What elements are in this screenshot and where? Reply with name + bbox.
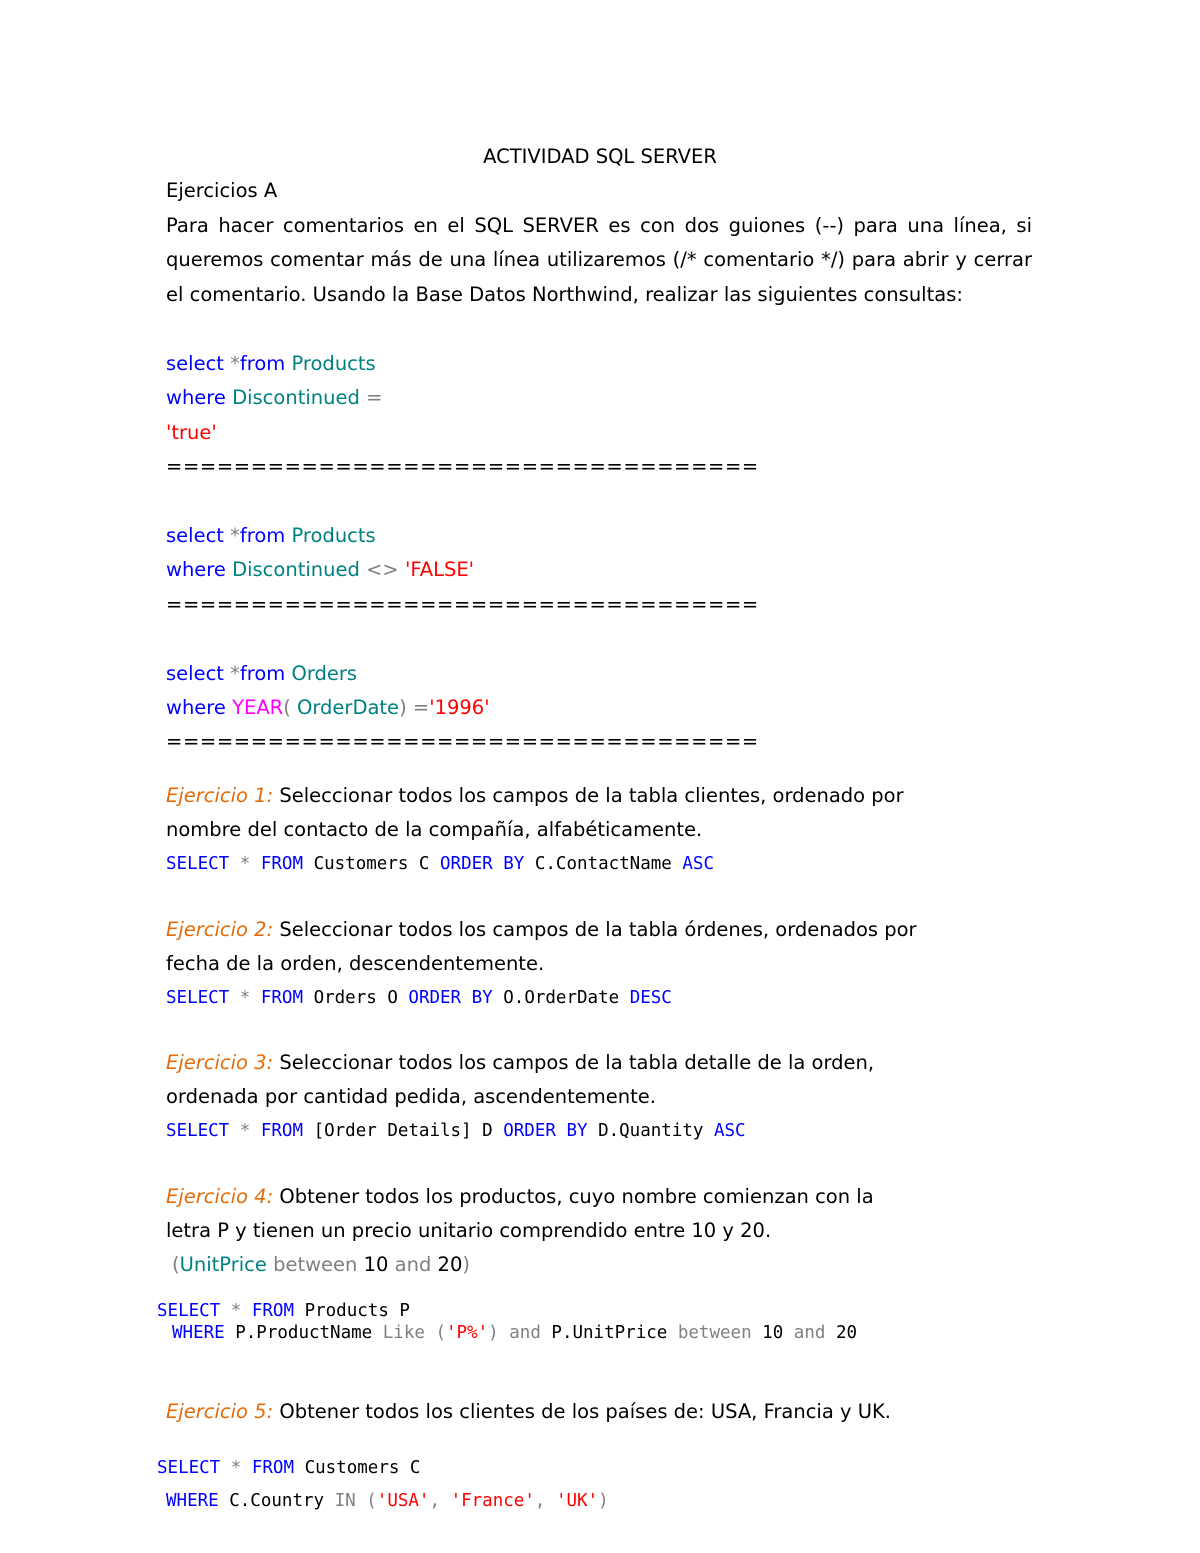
sql-operator: * — [230, 524, 240, 547]
sql-operator: ( — [435, 1323, 446, 1343]
sql-keyword: ASC — [713, 1121, 746, 1141]
exercise-label: Ejercicio 5: — [166, 1400, 274, 1423]
sql-keyword: from — [239, 352, 286, 375]
sql-table: [Order Details] D — [313, 1121, 493, 1141]
separator-2: =================================== — [166, 593, 759, 616]
sql-keyword: FROM — [260, 854, 304, 874]
sql-operator: between — [677, 1323, 752, 1343]
exercise1-statement — [166, 784, 904, 808]
exercise-text: Obtener todos los clientes de los países de: USA, Francia y UK. — [273, 1400, 891, 1423]
sql-keyword: WHERE — [172, 1323, 225, 1343]
sql-keyword: select — [166, 662, 224, 685]
exercise2-sql — [166, 986, 672, 1010]
sql-string: 'UK' — [555, 1491, 599, 1511]
sql-number: 10 — [762, 1323, 784, 1343]
sql-operator: IN — [334, 1491, 356, 1511]
intro-line-3: el comentario. Usando la Base Datos Northwind, realizar las siguientes consultas: — [166, 283, 963, 306]
sql-operator: = — [366, 386, 383, 409]
sql-keyword: ORDER BY — [408, 988, 493, 1008]
sql-keyword: select — [166, 524, 224, 547]
exercise2-statement-2: fecha de la orden, descendentemente. — [166, 952, 545, 975]
query3-line2 — [166, 696, 490, 720]
sql-keyword: ASC — [682, 854, 714, 874]
sql-keyword: FROM — [260, 988, 304, 1008]
sql-table: Products — [291, 524, 376, 547]
sql-operator: ) — [598, 1491, 609, 1511]
sql-keyword: FROM — [260, 1121, 304, 1141]
sql-table: Products — [291, 352, 376, 375]
exercise1-statement-2: nombre del contacto de la compañía, alfabéticamente. — [166, 818, 703, 841]
exercise-text: Seleccionar todos los campos de la tabla detalle de la orden, — [273, 1051, 875, 1074]
exercise4-statement-2: letra P y tienen un precio unitario comprendido entre 10 y 20. — [166, 1219, 772, 1242]
sql-keyword: ORDER BY — [440, 854, 525, 874]
sql-operator: ) — [488, 1323, 499, 1343]
sql-column: P.UnitPrice — [551, 1323, 668, 1343]
sql-keyword: SELECT — [166, 854, 230, 874]
separator-1: =================================== — [166, 455, 759, 478]
sql-string: 'P%' — [446, 1323, 489, 1343]
sql-column: D.Quantity — [598, 1121, 704, 1141]
sql-operator: ( — [172, 1253, 180, 1276]
sql-column: C.ContactName — [534, 854, 672, 874]
sql-keyword: SELECT — [166, 1121, 230, 1141]
sql-string: 'FALSE' — [404, 558, 475, 581]
sql-table: Customers C — [313, 854, 430, 874]
exercise4-hint — [172, 1253, 470, 1277]
exercise-label: Ejercicio 4: — [166, 1185, 274, 1208]
query3-line1 — [166, 662, 357, 686]
sql-keyword: ORDER BY — [503, 1121, 588, 1141]
sql-operator: ) — [462, 1253, 470, 1276]
sql-keyword: select — [166, 352, 224, 375]
exercise5-sql-line1 — [157, 1456, 420, 1480]
sql-keyword: SELECT — [157, 1458, 221, 1478]
sql-keyword: SELECT — [157, 1301, 221, 1321]
sql-string: 'USA' — [376, 1491, 430, 1511]
sql-column: OrderDate — [297, 696, 400, 719]
exercise-label: Ejercicio 2: — [166, 918, 274, 941]
sql-keyword: from — [239, 662, 286, 685]
sql-operator: ( — [283, 696, 291, 719]
sql-table: Orders — [291, 662, 358, 685]
sql-table: Customers C — [304, 1458, 421, 1478]
sql-operator: * — [239, 1121, 251, 1141]
exercise5-sql-line2 — [166, 1489, 609, 1513]
sql-operator: and — [793, 1323, 826, 1343]
sql-operator: , — [429, 1491, 441, 1511]
sql-string: 'true' — [166, 421, 217, 444]
query2-line2 — [166, 558, 474, 582]
sql-operator: * — [239, 854, 251, 874]
sql-operator: and — [509, 1323, 541, 1343]
separator-3: =================================== — [166, 730, 759, 753]
sql-keyword: where — [166, 386, 226, 409]
sql-column: Discontinued — [232, 558, 360, 581]
sql-string: '1996' — [429, 696, 490, 719]
sql-keyword: FROM — [251, 1458, 295, 1478]
sql-operator: ) — [399, 696, 407, 719]
query2-line1 — [166, 524, 376, 548]
sql-operator: * — [230, 1458, 242, 1478]
sql-number: 20 — [437, 1253, 463, 1276]
sql-column: Discontinued — [232, 386, 360, 409]
exercise3-statement-2: ordenada por cantidad pedida, ascendentemente. — [166, 1085, 656, 1108]
sql-keyword: DESC — [629, 988, 672, 1008]
sql-operator: Like — [382, 1323, 425, 1343]
sql-operator: ( — [366, 1491, 377, 1511]
sql-column: P.ProductName — [235, 1323, 373, 1343]
sql-operator: between — [273, 1253, 358, 1276]
sql-column: O.OrderDate — [503, 988, 620, 1008]
intro-line-2: queremos comentar más de una línea utilizaremos (/* comentario */) para abrir y cerrar — [166, 248, 1032, 271]
query1-line3 — [166, 421, 217, 445]
sql-string: 'France' — [450, 1491, 535, 1511]
sql-operator: * — [230, 662, 240, 685]
exercise2-statement — [166, 918, 917, 942]
exercise-text: Seleccionar todos los campos de la tabla órdenes, ordenados por — [273, 918, 917, 941]
sql-operator: * — [230, 1301, 242, 1321]
sql-keyword: FROM — [251, 1301, 295, 1321]
sql-number: 20 — [835, 1323, 858, 1343]
intro-line-1: Para hacer comentarios en el SQL SERVER es con dos guiones (--) para una línea, si — [166, 214, 1032, 237]
query1-line1 — [166, 352, 376, 376]
sql-keyword: where — [166, 696, 226, 719]
sql-column: C.Country — [229, 1491, 325, 1511]
exercise-text: Obtener todos los productos, cuyo nombre comienzan con la — [273, 1185, 874, 1208]
sql-number: 10 — [363, 1253, 389, 1276]
sql-operator: * — [230, 352, 240, 375]
sql-table: Products P — [304, 1301, 410, 1321]
query1-line2 — [166, 386, 382, 410]
exercise-label: Ejercicio 3: — [166, 1051, 274, 1074]
exercise-label: Ejercicio 1: — [166, 784, 274, 807]
exercise4-sql-line1 — [157, 1299, 410, 1323]
sql-keyword: where — [166, 558, 226, 581]
sql-column: UnitPrice — [179, 1253, 267, 1276]
exercise3-sql — [166, 1119, 746, 1143]
sql-keyword: WHERE — [166, 1491, 219, 1511]
exercise4-statement — [166, 1185, 874, 1209]
exercise1-sql — [166, 852, 714, 876]
exercise-text: Seleccionar todos los campos de la tabla clientes, ordenado por — [273, 784, 904, 807]
sql-operator: * — [239, 988, 251, 1008]
sql-keyword: SELECT — [166, 988, 230, 1008]
sql-operator: <> — [366, 558, 399, 581]
exercise5-statement — [166, 1400, 891, 1424]
sql-function: YEAR — [232, 696, 284, 719]
sql-operator: = — [412, 696, 430, 719]
sql-table: Orders O — [313, 988, 398, 1008]
exercise4-sql-line2 — [172, 1321, 857, 1345]
sql-operator: , — [534, 1491, 546, 1511]
sql-operator: and — [394, 1253, 432, 1276]
sql-keyword: from — [239, 524, 286, 547]
exercise3-statement — [166, 1051, 874, 1075]
section-subtitle: Ejercicios A — [166, 179, 278, 202]
page-title: ACTIVIDAD SQL SERVER — [483, 145, 717, 168]
